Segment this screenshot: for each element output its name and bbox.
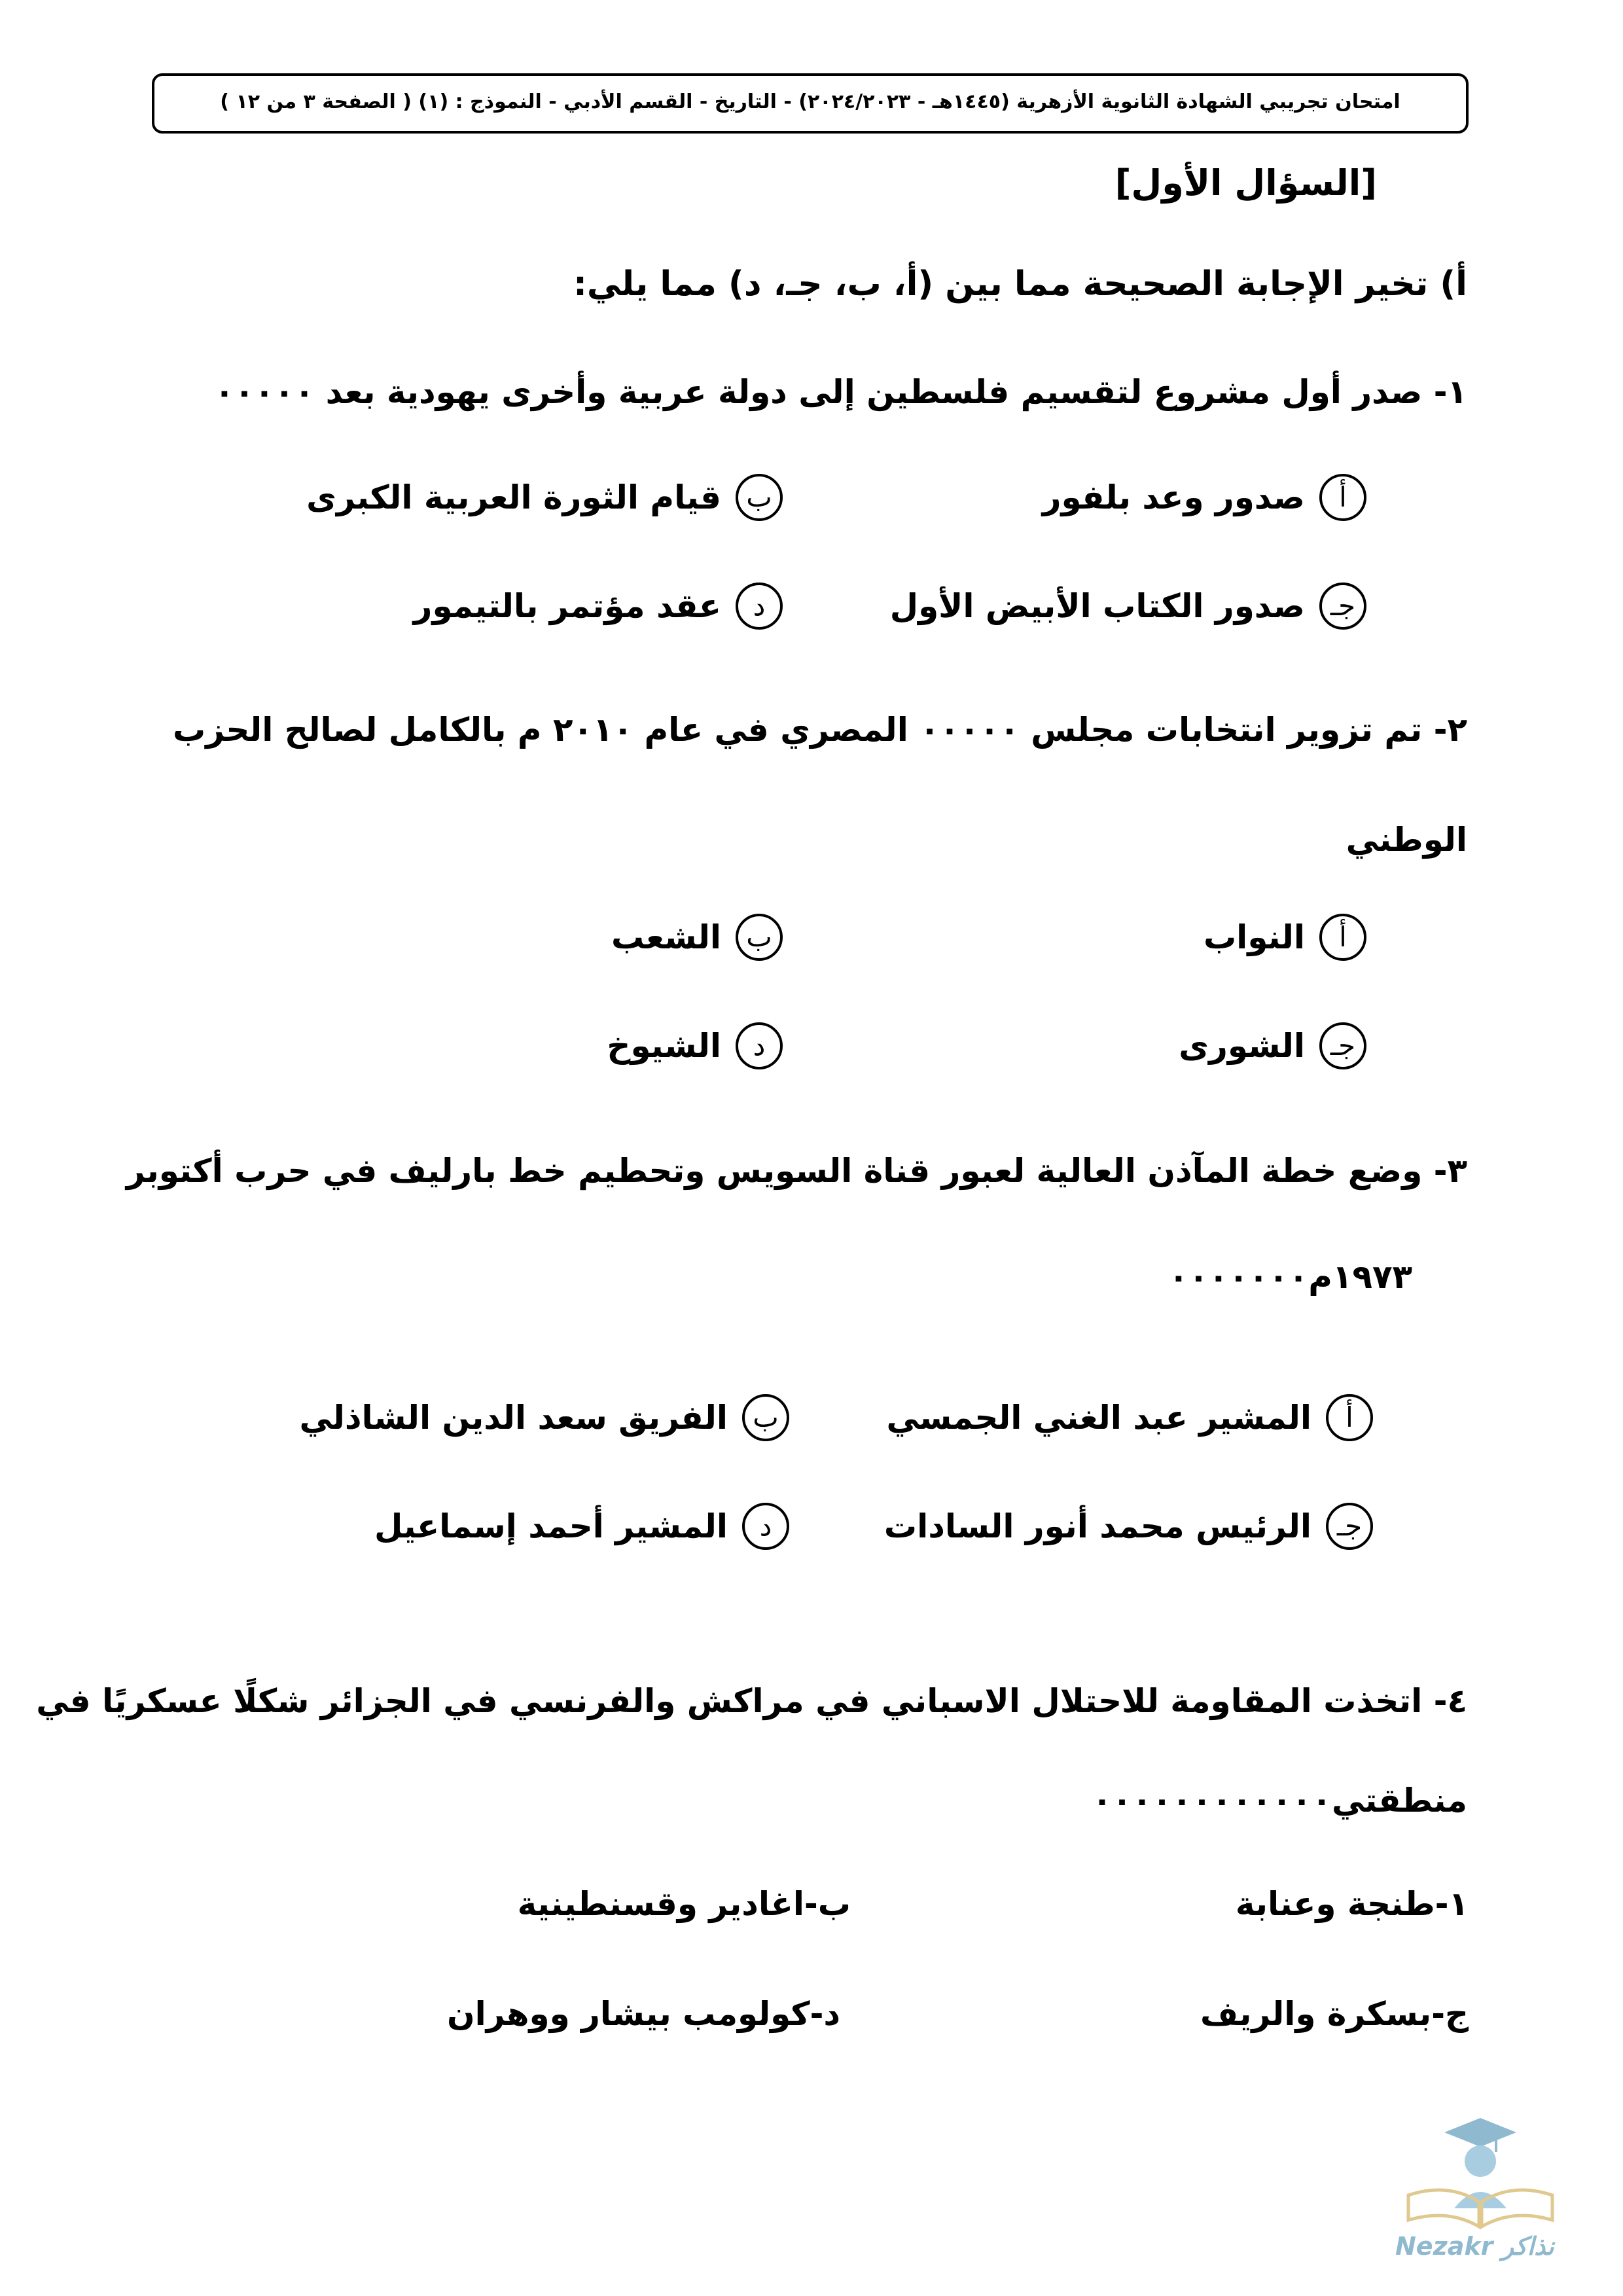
nezakr-logo bbox=[1382, 2110, 1578, 2261]
q3-option-b[interactable] bbox=[300, 1394, 790, 1441]
instruction: أ) تخير الإجابة الصحيحة مما بين (أ، ب، جـ، د) مما يلي: bbox=[573, 264, 1467, 304]
option-text: صدور الكتاب الأبيض الأول bbox=[889, 587, 1305, 625]
q1-option-a[interactable] bbox=[1043, 474, 1366, 521]
exam-header bbox=[152, 73, 1469, 134]
q3-option-c[interactable] bbox=[884, 1503, 1373, 1550]
option-text: المشير عبد الغني الجمسي bbox=[886, 1399, 1311, 1437]
q2-option-a[interactable] bbox=[1204, 914, 1366, 961]
option-letter: ب bbox=[742, 1394, 789, 1441]
question-1-text: ١- صدر أول مشروع لتقسيم فلسطين إلى دولة عربية وأخرى يهودية بعد ٠٠٠٠٠ bbox=[214, 373, 1467, 411]
option-text: قيام الثورة العربية الكبرى bbox=[306, 478, 721, 516]
q4-option-c[interactable]: ج-بسكرة والريف bbox=[1200, 1995, 1469, 2033]
option-letter: د bbox=[736, 1022, 783, 1069]
question-2-text-cont: الوطني bbox=[1346, 821, 1467, 859]
q4-option-a[interactable]: ١-طنجة وعنابة bbox=[1235, 1885, 1469, 1923]
q1-option-d[interactable] bbox=[414, 583, 783, 630]
q4-option-b[interactable]: ب-اغادير وقسنطينية bbox=[517, 1885, 851, 1923]
option-letter: جـ bbox=[1326, 1503, 1373, 1550]
option-letter: جـ bbox=[1319, 583, 1366, 630]
logo-text: Nezakr نذاكر bbox=[1395, 2232, 1554, 2261]
option-letter: ب bbox=[736, 474, 783, 521]
option-letter: أ bbox=[1319, 914, 1366, 961]
option-text: الفريق سعد الدين الشاذلي bbox=[299, 1399, 728, 1437]
q4-option-d[interactable]: د-كولومب بيشار ووهران bbox=[446, 1995, 840, 2033]
question-3-text-cont: ١٩٧٣م٠٠٠٠٠٠٠ bbox=[1168, 1258, 1412, 1296]
section-title: [السؤال الأول] bbox=[1115, 162, 1377, 204]
option-text: عقد مؤتمر بالتيمور bbox=[413, 587, 721, 625]
question-4-text: ٤- اتخذت المقاومة للاحتلال الاسباني في مراكش والفرنسي في الجزائر شكلًا عسكريًا في bbox=[36, 1682, 1467, 1720]
graduate-book-icon bbox=[1382, 2110, 1578, 2234]
q3-option-d[interactable] bbox=[374, 1503, 789, 1550]
option-letter: ب bbox=[736, 914, 783, 961]
option-text: النواب bbox=[1203, 918, 1305, 956]
question-3-text: ٣- وضع خطة المآذن العالية لعبور قناة السويس وتحطيم خط بارليف في حرب أكتوبر bbox=[126, 1152, 1467, 1190]
q2-option-d[interactable] bbox=[607, 1022, 783, 1069]
q1-option-b[interactable] bbox=[306, 474, 783, 521]
option-text: الشيوخ bbox=[607, 1027, 721, 1065]
option-text: الشعب bbox=[611, 918, 721, 956]
q2-option-c[interactable] bbox=[1179, 1022, 1366, 1069]
question-2-text: ٢- تم تزوير انتخابات مجلس ٠٠٠٠٠ المصري في عام ٢٠١٠ م بالكامل لصالح الحزب bbox=[173, 711, 1467, 749]
option-letter: د bbox=[736, 583, 783, 630]
q3-option-a[interactable] bbox=[886, 1394, 1373, 1441]
option-letter: أ bbox=[1319, 474, 1366, 521]
option-letter: جـ bbox=[1319, 1022, 1366, 1069]
option-text: الرئيس محمد أنور السادات bbox=[883, 1507, 1311, 1545]
option-letter: د bbox=[742, 1503, 789, 1550]
option-text: المشير أحمد إسماعيل bbox=[374, 1507, 728, 1545]
option-letter: أ bbox=[1326, 1394, 1373, 1441]
q1-option-c[interactable] bbox=[890, 583, 1366, 630]
q2-option-b[interactable] bbox=[611, 914, 783, 961]
option-text: صدور وعد بلفور bbox=[1042, 478, 1305, 516]
question-4-text-cont: منطقتي٠٠٠٠٠٠٠٠٠٠٠٠ bbox=[1092, 1782, 1467, 1820]
option-text: الشورى bbox=[1179, 1027, 1305, 1065]
header-text: امتحان تجريبي الشهادة الثانوية الأزهرية (١٤٤٥هـ - ٢٠٢٤/٢٠٢٣) - التاريخ - القسم الأدبي - النموذج : (١) ( الصفحة ٣ من ١٢ ) bbox=[220, 90, 1400, 113]
